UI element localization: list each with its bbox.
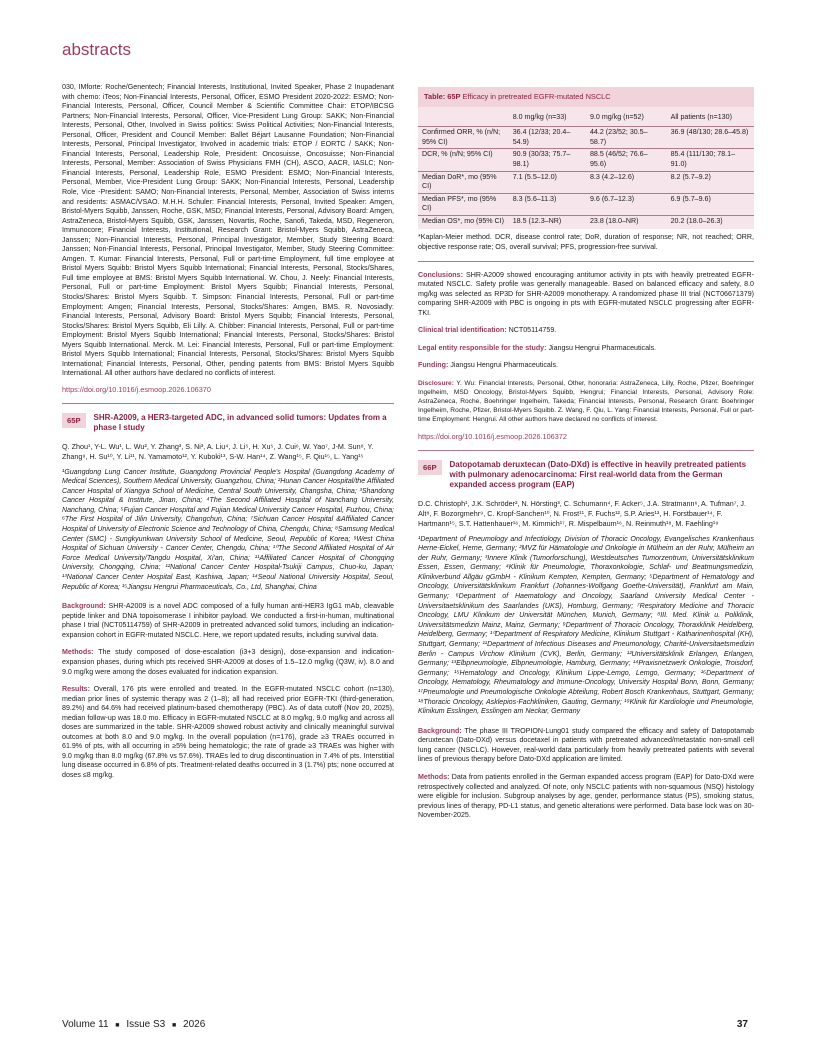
- abstract-heading: [418, 460, 754, 490]
- section-divider: [62, 403, 394, 404]
- table-row: [418, 193, 754, 215]
- page-footer: [62, 1019, 748, 1030]
- trial-id-section: [418, 326, 754, 336]
- background-section: [418, 727, 754, 765]
- table-header-cell: [418, 107, 509, 127]
- section-text: Y. Wu: Financial Interests, Personal, Other, honoraria: AstraZeneca, Lilly, Roche, Pfizer, Boehringer Ingelheim, MSD Oncology, Bristol-Myers Squibb, Hengrui; Financial Interests, Personal, Advisory Role: AstraZeneca, Roche, Boehringer Ingelheim, Takeda; Financial Interests, Personal, Research Grant: Boehringer Ingelheim, Roche, Pfizer, Bristol-Myers Squibb. Z. Wang, F. Qiu, L. Yang: Financial Interests, Personal, Full or part-time Employment: Hengrui. All other authors have declared no conflicts of interest.: [418, 379, 754, 423]
- section-label: Background:: [62, 602, 106, 611]
- author-list: Q. Zhou¹, Y-L. Wu¹, L. Wu², Y. Zhang³, S. Ni³, A. Liu⁴, J. Li⁵, H. Xu⁵, J. Cui⁶, W. Yao⁷, J-M. Sun⁸, Y. Zhang⁹, H. Su¹⁰, Y. Li¹¹, N. Yamamoto¹², Y. Kuboki¹³, S-W. Han¹⁴, Z. Wang¹⁵, F. Qiu¹⁵, L. Yang¹⁵: [62, 441, 374, 461]
- table-cell: 8.3 (5.6–11.3): [512, 194, 557, 203]
- table-row: [418, 215, 754, 227]
- table-row: [418, 127, 754, 149]
- funding-section: [418, 361, 754, 371]
- section-text: Data from patients enrolled in the German expanded access program (EAP) for Dato-DXd were retrospectively collected and analyzed. Of note, only NSCLC patients with non-squamous (NSQ) histology were eligible for inclusion. Subgroup analyses by age, gender, performance status (PS), smoking status, previous lines of therapy, PD-L1 status, and genetic alterations were performed. Data base lock was on 30-November-2025.: [418, 772, 754, 820]
- section-label: Legal entity responsible for the study:: [418, 343, 547, 352]
- abstract-id-badge: 66P: [418, 460, 442, 476]
- section-label: Results:: [62, 685, 90, 694]
- table-cell: 85.4 (111/130; 78.1–91.0): [670, 150, 736, 168]
- running-header: abstracts: [62, 40, 131, 59]
- table-cell: 7.1 (5.5–12.0): [512, 172, 557, 181]
- abstract-id-badge: 65P: [62, 413, 86, 429]
- table-cell: 36.9 (48/130; 28.6–45.8): [670, 128, 749, 137]
- section-text: Jiangsu Hengrui Pharmaceuticals.: [546, 343, 657, 352]
- year-label: 2026: [183, 1019, 206, 1030]
- section-text: The phase III TROPION-Lung01 study compared the efficacy and safety of Datopotamab deruxtecan (Dato-DXd) versus docetaxel in patients with pretreated advanced/metastatic non-small cell lung cancer (NSCLC). However, real-world data particularly from heavily pretreated patients with several lines of previous therapy before Dato-DXd application are limited.: [418, 726, 754, 764]
- left-column: [62, 83, 394, 789]
- legal-entity-section: [418, 344, 754, 354]
- right-column: [418, 83, 754, 829]
- volume-label: Volume 11: [62, 1019, 109, 1030]
- results-section: [62, 685, 394, 780]
- section-label: Methods:: [418, 772, 450, 781]
- disclosure-section: [418, 379, 754, 424]
- issue-label: Issue S3: [126, 1019, 166, 1030]
- section-text: Jiangsu Hengrui Pharmaceuticals.: [448, 361, 558, 370]
- background-section: [62, 602, 394, 640]
- section-text: SHR-A2009 showed encouraging antitumor activity in pts with heavily pretreated EGFR-mutated NSCLC. Safety profile was generally manageable. Based on balanced efficacy and safety, 8.0 mg/kg was selected as RP3D for SHR-A2009 monotherapy. A randomized phase III trial (NCT06671379) comparing SHR-A2009 with PBC is ongoing in pts with EGFR-mutated NSCLC progressing after EGFR-TKI.: [418, 270, 754, 317]
- affiliations: ¹Guangdong Lung Cancer Institute, Guangdong Provincial People's Hospital (Guangdong Academy of Medical Sciences), Southern Medical University, Guangzhou, China; ²Hunan Cancer Hospital/the Affiliated Cancer Hospital of Xiangya School of Medicine, Central South University, Changsha, China; ³Shandong Cancer Hospital & Institute, Jinan, China; ⁴The Second Affiliated Hospital of Nanchang University, Nanchang, China; ⁵Fujian Cancer Hospital and Fujian Medical University Cancer Hospital, Fuzhou, China; ⁶The First Hospital of Jilin University, Changchun, China; ⁷Sichuan Cancer Hospital &Affiliated Cancer Hospital of University of Electronic Science and Technology of China, Chengdu, China; ⁸Samsung Medical Center (SMC) - Sungkyunkwan University School of Medicine, Seoul, Republic of Korea; ⁹West China Hospital of Sichuan University - Cancer Center, Chengdu, China; ¹⁰The Second Affiliated Hospital of Air Force Medical University/Tangdu Hospital, Xi'an, China; ¹¹Affiliated Cancer Hospital of Chongqing University, Chongqing, China; ¹²National Cancer Center Hospital-Tsukiji Campus, Chuo-ku, Japan; ¹³National Cancer Center Hospital East, Kashiwa, Japan; ¹⁴Seoul National University Hospital, Seoul, Republic of Korea; ¹⁵Jiangsu Hengrui Pharmaceuticals, Co., Ltd, Shanghai, China: [62, 468, 394, 591]
- doi-link[interactable]: https://doi.org/10.1016/j.esmoop.2026.106370: [62, 384, 211, 394]
- efficacy-table: [418, 107, 754, 228]
- disclosure-continued: 030, IMforte: Roche/Genentech; Financial Interests, Institutional, Invited Speaker, Phase 2 Inupadenant with chemo: iTeos; Non-Financial Interests, Personal, Officer, ESMO President 2020-2022: ESMO; Non-Financial Interests, Personal, Officer, Council Member & Scientific Committee Chair: ETOP/IBCSG Partners; Non-Financial Interests, Personal, Officer, Vice-President Lung Group: SAKK; Non-Financial Interests, Personal, Other, Involved in Swiss politics: Swiss Political Activities; Non-Financial Interests, Personal, Officer, President and Council Member: Ballet Béjart Lausanne Foundation; Non-Financial Interests, Personal, Principal Investigator, Involved in academic trials: ETOP / EORTC / SAKK; Non-Financial Interests, Personal, Leadership Role, President: Oncosuisse, Oncosuisse; Non-Financial Interests, Personal, Member: Association of Swiss Physicians FMH (CH), ASCO, AACR, IASLC; Non-Financial Interests, Personal, Leadership Role, ESMO President: ESMO; Non-Financial Interests, Personal, Member, Vice-President Lung Group: SAKK; Non-Financial Interests, Personal, Leadership Role, Vice -President: SAMO; Non-Financial Interests, Personal, Member, Association of Swiss interns and residents: ASMAC/VSAO. M.H.H. Schuler: Financial Interests, Personal, Invited Speaker: Amgen, Bristol-Myers Squibb, Janssen, Roche, GSK, MSD; Financial Interests, Personal, Advisory Board: Amgen, AstraZeneca, Bristol-Myers Squibb, GSK, Janssen, Novartis, Roche, Sanofi, Takeda, MSD, Regeneron, Immunocore; Financial Interests, Institutional, Research Grant: Bristol-Myers Squibb, AstraZeneca, Janssen; Non-Financial Interests, Personal, Principal Investigator, Member, Study Steering Board: Janssen; Non-Financial Interests, Personal, Principal Investigator, Member, Study Steering Committee: Amgen. T. Kumar: Financial Interests, Personal, Full or part-time Employment, full time employee at Bristol Myers Squibb: Bristol Myers Squibb International; Financial Interests, Personal, Stocks/Shares, Full time employee at BMS: Bristol Myers Squibb International. W. Chou, J. Neely: Financial Interests, Personal, Full or part-time Employment: Bristol Myers Squibb; Financial Interests, Personal, Stocks/Shares: Bristol Myers Squibb. T. Simpson: Financial Interests, Personal, Full or part-time Employment: Amgen; Financial Interests, Personal, Stocks/Shares: Amgen, BMS. R. Novosiadly: Financial Interests, Personal, Advisory Board: Bristol Myers Squibb; Financial Interests, Personal, Stocks/Shares: Bristol Myers Squibb, Eli Lilly. A. Chibber: Financial Interests, Personal, Full or part-time Employment: Bristol Myers Squibb International; Financial Interests, Personal, Stocks/Shares: Bristol Myers Squibb International. Merck. M. Lei: Financial Interests, Personal, Full or part-time Employment: Bristol Myers Squibb International; Financial Interests, Personal, Stocks/Shares: Bristol Myers Squibb International; Financial Interests, Personal, Other, pending patents from BMS: Bristol Myers Squibb International. All other authors have declared no conflicts of interest.: [62, 83, 394, 378]
- section-label: Conclusions:: [418, 270, 463, 279]
- section-divider: [418, 450, 754, 451]
- methods-section: [418, 773, 754, 821]
- table-header-cell: All patients (n=130): [670, 112, 732, 121]
- table-cell: 90.9 (30/33; 75.7–98.1): [512, 150, 571, 168]
- table-header-cell: 9.0 mg/kg (n=52): [589, 112, 644, 121]
- table-cell: 8.3 (4.2–12.6): [589, 172, 635, 181]
- table-cell: 44.2 (23/52; 30.5–58.7): [589, 128, 648, 146]
- table-cell: DCR, % (n/N; 95% CI): [422, 150, 493, 159]
- table-cell: 20.2 (18.0–26.3): [670, 216, 723, 225]
- table-caption: [418, 87, 754, 107]
- separator-icon: ■: [172, 1022, 177, 1029]
- section-text: SHR-A2009 is a novel ADC composed of a fully human anti-HER3 IgG1 mAb, cleavable peptide linker and DNA topoisomerase I inhibitor payload. We conducted a first-in-human, multinational phase I trial (NCT05114759) of SHR-A2009 in pretreated advanced solid tumors, including an indication-expansion cohort in EGFR-mutated NSCLC. Here, we report updated results, including survival data.: [62, 602, 394, 639]
- section-label: Methods:: [62, 648, 94, 657]
- table-cell: Median DoR*, mo (95% CI): [422, 172, 497, 191]
- conclusions-section: [418, 271, 754, 319]
- section-label: Clinical trial identification:: [418, 326, 507, 335]
- section-label: Disclosure:: [418, 379, 454, 387]
- affiliations: ¹Department of Pneumology and Infectiology, Division of Thoracic Oncology, Evangelisches Krankenhaus Herne-Eickel, Herne, Germany; ²MVZ für Hämatologie und Onkologie in Mülheim an der Ruhr, Mülheim an der Ruhr, Germany; ³Innere Klinik (Tumorforschung), Westdeutsches Tumorzentrum, Universitätsklinikum Essen, Essen, Germany; ⁴Klinik für Pneumologie, Thoraxonkologie, Schlaf- und Beatmungsmedizin, Klinikverbund Allgäu gGmbH - Klinikum Kempten, Kempten, Germany; ⁵Department of Hematology and Oncology, Universitätsklinikum Frankfurt (Johannes-Wolfgang Goethe-Universität), Frankfurt am Main, Germany; ⁶Department of Haematology and Oncology, Saarland University Medical Center - Universitaetsklinikum des Saarlandes (UKS), Homburg, Germany; ⁷Respiratory Medicine and Thoracic Oncology, LMU Klinikum der Universität München, Munich, Germany; ⁸III. Med. Klinik u. Poliklinik, Universitätsmedizin Mainz, Mainz, Germany; ⁹Department of Thoracic Oncology, Thoraxklinik Heidelberg, Heidelberg, Germany; ¹⁰Department of Respiratory Medicine, Klinikum Stuttgart - Katharinenhospital (KH), Stuttgart, Germany; ¹¹Department of Infectious Diseases and Pneumonology, Charité-Universitaetsmedizin Berlin - Campus Virchow Klinikum (CVK), Berlin, Germany; ¹²Universitätsklinik Erlangen, Erlangen, Germany; ¹³Elbpneumologie, Elbpneumologie, Hamburg, Germany; ¹⁴Praxisnetzwerk Onkologie, Troisdorf, Germany; ¹⁵Hematology and Oncology, Klinikum Lippe-Lemgo, Lemgo, Germany; ¹⁶Department of Oncology, Hematology, Rheumatology and Immune-Oncology, University Hospital Bonn, Bonn, Germany; ¹⁷Pneumologie und Pneumologische Onkologie Abteilung, Robert Bosch Krankenhaus, Stuttgart, Germany; ¹⁸Thoracic Oncology, Asklepios-Fachkliniken, Gauting, Germany; ¹⁹Klinik für Kardiologie und Pneumologie, Klinikum Esslingen, Esslingen am Neckar, Germany: [418, 535, 754, 716]
- table-row: [418, 149, 754, 171]
- abstract-title: Datopotamab deruxtecan (Dato-DXd) is effective in heavily pretreated patients with pulmonary adenocarcinoma: First real-world data from the German expanded access program (EAP): [449, 459, 747, 489]
- table-label: Table: 65P: [424, 92, 461, 101]
- table-cell: 8.2 (5.7–9.2): [670, 172, 711, 181]
- table-cell: Median PFS*, mo (95% CI): [422, 194, 497, 213]
- table-title: Efficacy in pretreated EGFR-mutated NSCLC: [462, 92, 611, 101]
- table-cell: Confirmed ORR, % (n/N; 95% CI): [422, 128, 501, 146]
- table-cell: 6.9 (5.7–9.6): [670, 194, 711, 203]
- section-label: Funding:: [418, 361, 449, 370]
- doi-link[interactable]: https://doi.org/10.1016/j.esmoop.2026.106372: [418, 431, 567, 441]
- table-cell: 9.6 (6.7–12.3): [589, 194, 635, 203]
- table-cell: Median OS*, mo (95% CI): [422, 216, 505, 225]
- table-cell: 18.5 (12.3–NR): [512, 216, 562, 225]
- section-label: Background:: [418, 726, 462, 735]
- abstract-heading: [62, 413, 394, 433]
- table-row: [418, 171, 754, 193]
- table-footnote: *Kaplan-Meier method. DCR, disease control rate; DoR, duration of response; NR, not reached; ORR, objective response rate; OS, overall survival; PFS, progression-free survival.: [418, 233, 754, 252]
- table-header-row: [418, 107, 754, 127]
- author-list: D.C. Christoph¹, J.K. Schröder², N. Hörsting³, C. Schumann⁴, F. Acker⁵, J.A. Stratmann⁶, A. Tufman⁷, J. Alt⁸, F. Bozorgmehr⁹, C. Kropf-Sanchen¹⁰, N. Frost¹¹, F. Fuchs¹², S.P. Aries¹³, H. Forstbauer¹⁴, F. Hartmann¹⁵, S.T. Hattenhauer¹⁶, M. Kimmich¹⁷, R. Mispelbaum¹⁶, N. Reinmuth¹⁸, M. Faehling¹⁹: [418, 498, 746, 528]
- table-cell: 36.4 (12/33; 20.4–54.9): [512, 128, 571, 146]
- section-text: Overall, 176 pts were enrolled and treated. In the EGFR-mutated NSCLC cohort (n=130), median prior lines of systemic therapy was 2 (1–8); all had received prior EGFR-TKI (third-generation, 89.2%) and 64.6% had received platinum-based chemotherapy (PBC). As of data cutoff (Nov 20, 2025), median follow-up was 18.0 mo. Efficacy in EGFR-mutated NSCLC at 8.0 mg/kg, 9.0 mg/kg and across all doses are summarized in the table. SHR-A2009 showed robust activity and clinically meaningful survival outcomes at both 8.0 and 9.0 mg/kg. In the overall population (n=176), grade ≥3 TRAEs occurred in 61.9% of pts, with all occurring in ≥5% being hematologic; the rate of grade ≥3 TRAEs was higher with 9.0 mg/kg than 8.0 mg/kg (67.8% vs 57.6%). TRAEs led to drug discontinuation in 7.4% of pts. Interstitial lung disease occurred in 6.8% of pts. Treatment-related deaths occurred in 3 (1.7%) pts; none occurred at doses ≤8 mg/kg.: [62, 685, 395, 779]
- methods-section: [62, 648, 394, 677]
- table-cell: 23.8 (18.0–NR): [589, 216, 639, 225]
- section-text: The study composed of dose-escalation (i3+3 design), dose-expansion and indication-expansion phases, during which pts received SHR-A2009 at doses of 1.5–12.0 mg/kg (Q3W, iv). 8.0 and 9.0 mg/kg were among the doses evaluated for indication expansion.: [62, 648, 394, 676]
- section-divider: [418, 261, 754, 262]
- section-text: NCT05114759.: [506, 326, 557, 335]
- separator-icon: ■: [115, 1022, 120, 1029]
- page-number: 37: [736, 1019, 748, 1030]
- abstract-title: SHR-A2009, a HER3-targeted ADC, in advanced solid tumors: Updates from a phase I study: [93, 412, 387, 432]
- efficacy-table-box: [418, 87, 754, 229]
- table-cell: 88.5 (46/52; 76.6–95.6): [589, 150, 648, 168]
- table-header-cell: 8.0 mg/kg (n=33): [512, 112, 567, 121]
